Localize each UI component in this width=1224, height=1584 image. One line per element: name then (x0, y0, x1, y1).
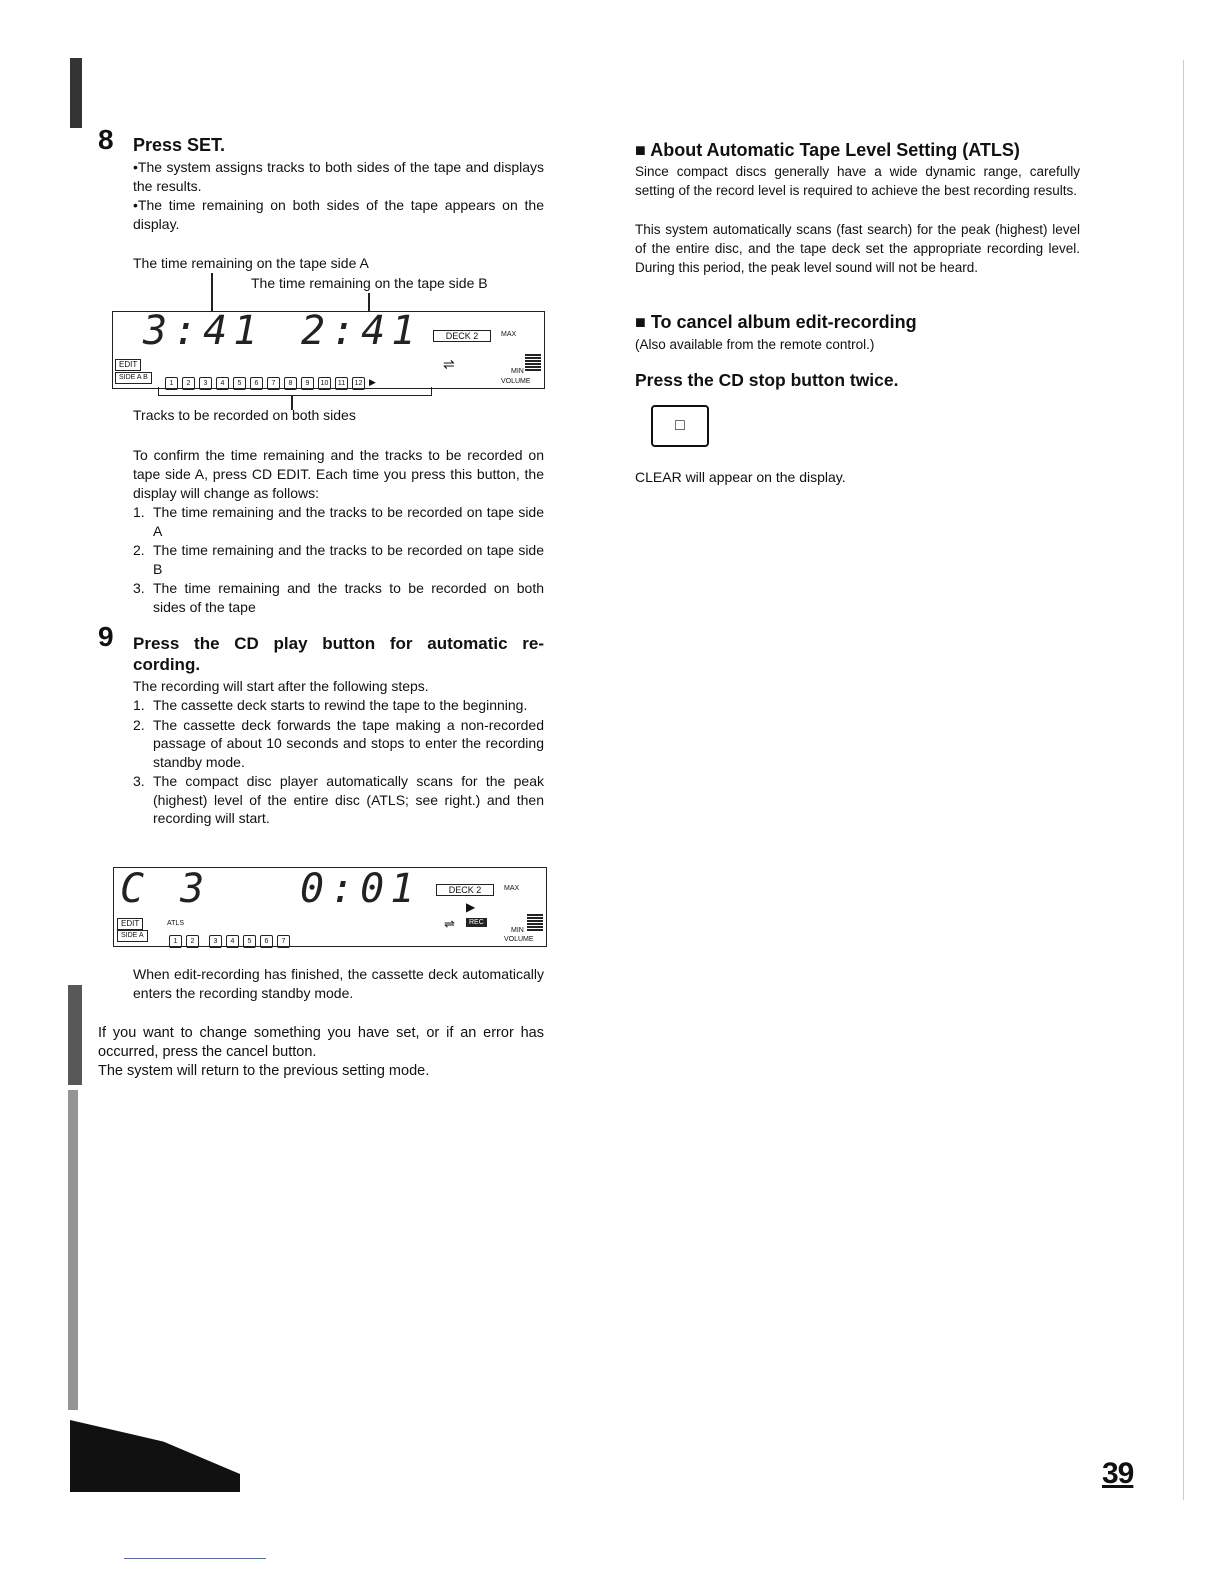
step-8-number: 8 (98, 124, 114, 155)
track-number: 5 (233, 377, 246, 390)
rec-indicator: REC (466, 918, 487, 927)
play-arrow-icon: ▶ (369, 377, 376, 387)
cancel-result: CLEAR will appear on the display. (635, 469, 846, 485)
disc-track-readout: C 3 (120, 866, 211, 912)
step-8-bullet: •The system assigns tracks to both sides of the tape and displays the results. (133, 159, 544, 194)
side-indicator: SIDE A (117, 930, 148, 942)
label-side-a: The time remaining on the tape side A (133, 255, 369, 271)
list-item: 2. The time remaining and the tracks to be recorded on tape side B (133, 542, 544, 577)
cancel-instruction: Press the CD stop button twice. (635, 370, 899, 390)
list-item: 3. The compact disc player automatically scans for the peak (highest) level of the entire disc (ATLS; see right.) and then recording will start. (133, 773, 544, 826)
play-icon: ▶ (466, 900, 476, 914)
track-number: 8 (284, 377, 297, 390)
tape-direction-icon: ⇌ (443, 356, 455, 372)
track-number: 6 (260, 935, 273, 948)
stop-button-icon (651, 405, 709, 447)
step-8-bullet: •The time remaining on both sides of the tape appears on the display. (133, 197, 544, 232)
track-number: 3 (199, 377, 212, 390)
label-side-b: The time remaining on the tape side B (251, 275, 488, 291)
list-item: 1. The time remaining and the tracks to be recorded on tape side A (133, 504, 544, 539)
elapsed-time: 0:01 (300, 866, 421, 912)
list-item: 2. The cassette deck forwards the tape making a non-recorded passage of about 10 seconds and stops to enter the recording standby mode. (133, 716, 544, 770)
time-side-a: 3:41 (143, 308, 264, 354)
step-9-number: 9 (98, 621, 114, 652)
volume-bars-icon (525, 354, 541, 372)
track-number: 2 (182, 377, 195, 390)
scan-mark (68, 1090, 78, 1410)
page-number: 39 (1102, 1457, 1134, 1490)
deck-indicator: DECK 2 (433, 330, 491, 342)
scan-mark (70, 1420, 240, 1492)
atls-indicator: ATLS (167, 920, 184, 927)
label-tracks: Tracks to be recorded on both sides (133, 407, 356, 423)
atls-paragraph-2: This system automatically scans (fast search) for the peak (highest) level of the entire disc, and the tape deck set the appropriate recording level. During this period, the peak level sound will not be heard. (635, 222, 1080, 275)
deck-indicator: DECK 2 (436, 884, 494, 896)
scan-mark (68, 985, 82, 1085)
atls-heading: ■ About Automatic Tape Level Setting (ATLS) (635, 140, 1020, 160)
list-item: 3. The time remaining and the tracks to be recorded on both sides of the tape (133, 580, 544, 615)
track-number: 7 (277, 935, 290, 948)
confirm-paragraph: To confirm the time remaining and the tracks to be recorded on tape side A, press CD EDIT. Each time you press this button, the display will change as follows: (133, 447, 544, 501)
edit-indicator: EDIT (115, 359, 141, 371)
note-return: The system will return to the previous setting mode. (98, 1063, 430, 1079)
side-indicator: SIDE A B (115, 372, 152, 384)
time-side-b: 2:41 (301, 308, 422, 354)
stop-symbol: □ (675, 417, 685, 434)
min-label: MIN (511, 368, 524, 375)
cancel-subtext: (Also available from the remote control.) (635, 337, 875, 352)
volume-label: VOLUME (501, 378, 531, 385)
max-label: MAX (501, 331, 517, 338)
track-number: 4 (216, 377, 229, 390)
track-number: 9 (301, 377, 314, 390)
note-cancel: If you want to change something you have set, or if an error has occurred, press the cancel button. (98, 1025, 544, 1060)
track-list (169, 930, 294, 948)
tape-direction-icon: ⇌ (444, 916, 455, 931)
page-edge-line (1183, 60, 1184, 1500)
step-9-list (133, 696, 544, 828)
after-recording-text: When edit-recording has finished, the cassette deck automatically enters the recording standby mode. (133, 966, 544, 1001)
track-number: 10 (318, 377, 331, 390)
scan-mark (70, 58, 82, 128)
max-label: MAX (504, 885, 520, 892)
track-number: 7 (267, 377, 280, 390)
step-9-title: Press the CD play button for automatic re- cording. (133, 634, 544, 674)
min-label: MIN (511, 927, 524, 934)
track-bracket (158, 387, 432, 396)
list-item: 1. The cassette deck starts to rewind the tape to the beginning. (133, 697, 528, 713)
volume-label: VOLUME (504, 936, 534, 943)
step-9-intro: The recording will start after the following steps. (133, 678, 429, 694)
atls-paragraph-1: Since compact discs generally have a wide dynamic range, carefully setting of the record level is required to achieve the best recording results. (635, 164, 1080, 198)
track-number: 6 (250, 377, 263, 390)
display-panel-1 (112, 308, 545, 389)
volume-bars-icon (527, 914, 543, 932)
track-number: 3 (209, 935, 222, 948)
pointer-line-a (211, 273, 213, 313)
edit-indicator: EDIT (117, 918, 143, 930)
track-number: 5 (243, 935, 256, 948)
track-number: 11 (335, 377, 348, 390)
track-number: 1 (169, 935, 182, 948)
cancel-heading: ■ To cancel album edit-recording (635, 312, 917, 332)
track-number: 1 (165, 377, 178, 390)
track-number: 4 (226, 935, 239, 948)
track-number: 12 (352, 377, 365, 390)
confirm-list (133, 503, 544, 616)
track-number: 2 (186, 935, 199, 948)
step-8-title: Press SET. (133, 135, 226, 155)
bottom-link-line (124, 1558, 266, 1559)
display-panel-2 (113, 867, 547, 947)
